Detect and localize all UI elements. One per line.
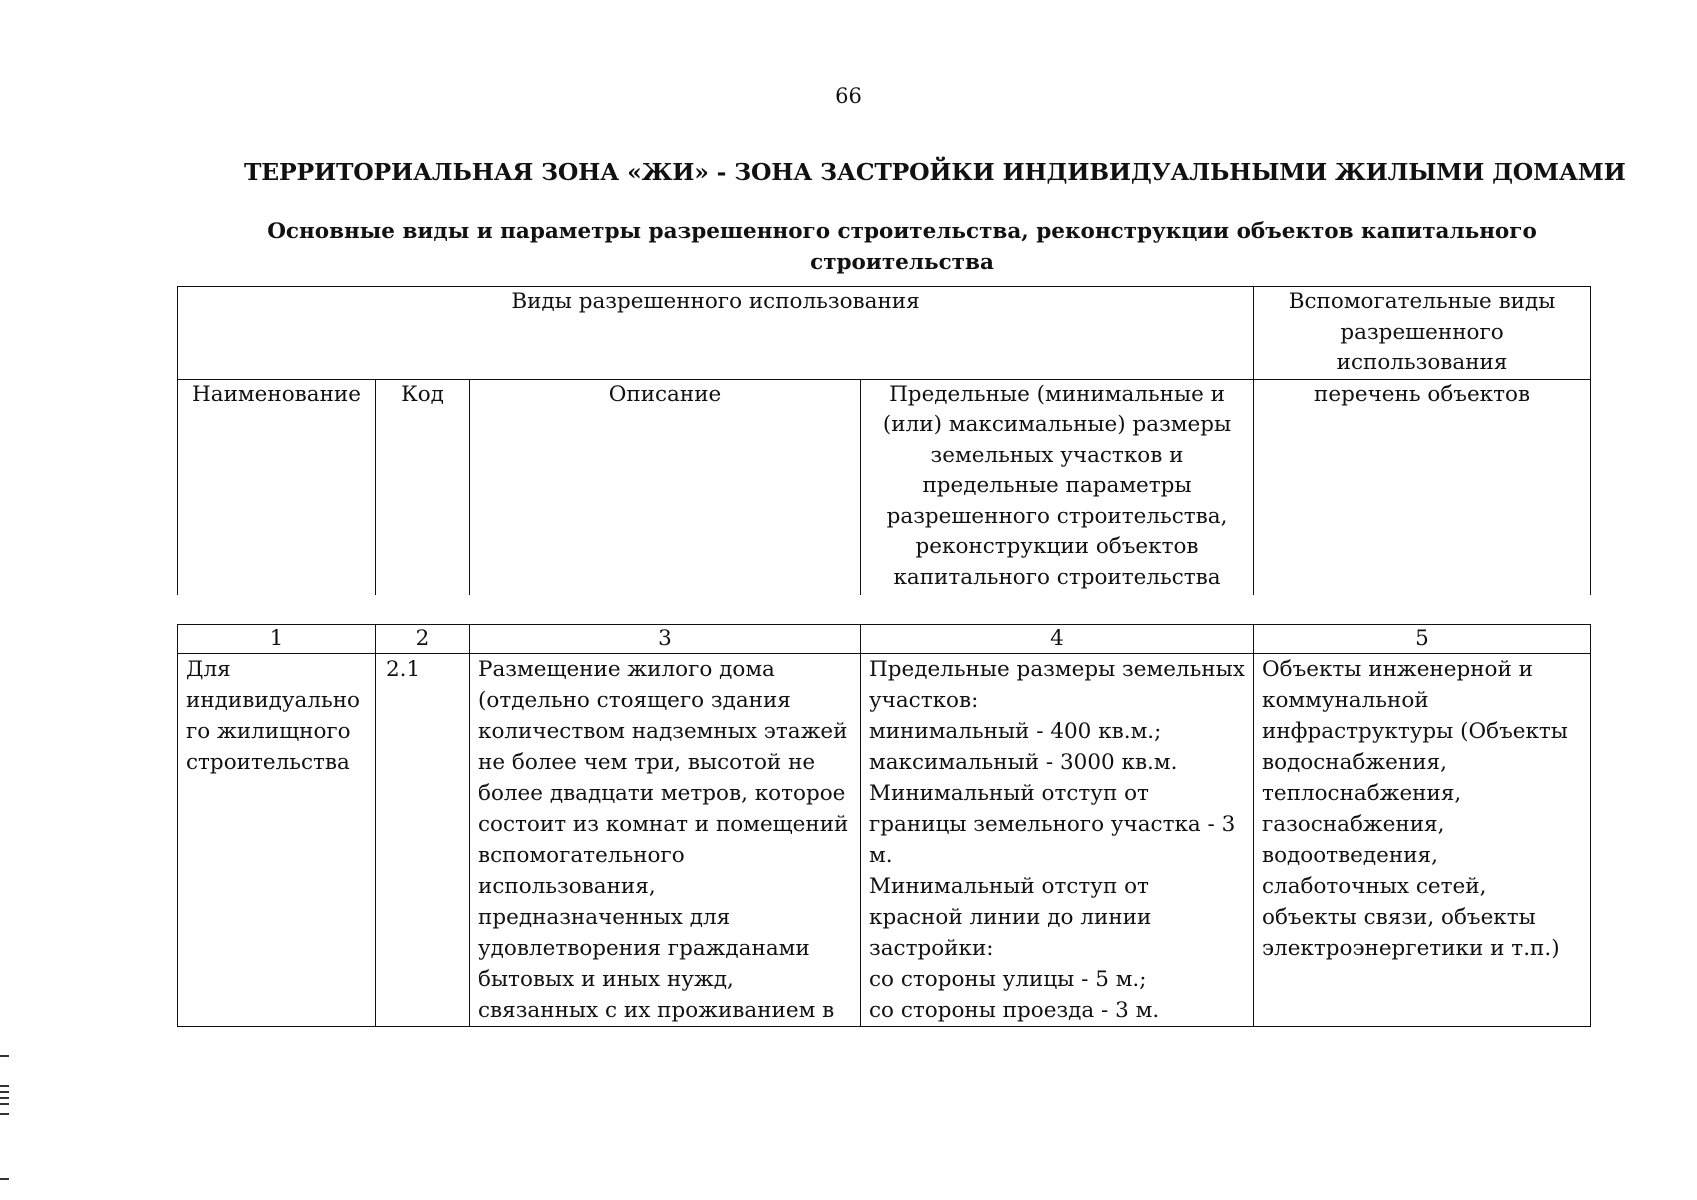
column-number: 1 bbox=[178, 625, 376, 654]
header-columns-row bbox=[178, 379, 1591, 595]
limits-line: со стороны проезда - 3 м. bbox=[869, 998, 1160, 1023]
zone-title: ТЕРРИТОРИАЛЬНАЯ ЗОНА «ЖИ» - ЗОНА ЗАСТРОЙКИ ИНДИВИДУАЛЬНЫМИ ЖИЛЫМИ ДОМАМИ bbox=[244, 158, 1626, 186]
table-subtitle: Основные виды и параметры разрешенного строительства, реконструкции объектов капитального строительства bbox=[267, 219, 1537, 275]
page-number: 66 bbox=[835, 84, 862, 108]
header-group-main: Виды разрешенного использования bbox=[178, 287, 1254, 380]
column-number: 4 bbox=[861, 625, 1254, 654]
cell-limits bbox=[861, 654, 1254, 1027]
column-number: 2 bbox=[376, 625, 470, 654]
scan-margin-mark bbox=[0, 1113, 9, 1115]
scan-margin-mark bbox=[0, 1097, 9, 1099]
header-group-row bbox=[178, 287, 1591, 380]
cell-name: Для индивидуально го жилищного строительства bbox=[178, 654, 376, 1027]
column-number: 3 bbox=[470, 625, 861, 654]
header-col-description: Описание bbox=[470, 379, 861, 595]
limits-line: максимальный - 3000 кв.м. bbox=[869, 750, 1178, 775]
header-col-name: Наименование bbox=[178, 379, 376, 595]
header-col-limits: Предельные (минимальные и (или) максимальные) размеры земельных участков и предельные параметры разрешенного строительства, реконструкции объектов капитального строительства bbox=[861, 379, 1254, 595]
scan-margin-mark bbox=[0, 1178, 9, 1180]
scan-margin-mark bbox=[0, 1103, 9, 1105]
data-table bbox=[177, 624, 1591, 1027]
column-numbers-row bbox=[178, 625, 1591, 654]
limits-line: Предельные размеры земельных участков: bbox=[869, 657, 1245, 713]
table-row bbox=[178, 654, 1591, 1027]
header-table bbox=[177, 286, 1591, 595]
header-col-code: Код bbox=[376, 379, 470, 595]
cell-description: Размещение жилого дома (отдельно стоящего здания количеством надземных этажей не более чем три, высотой не более двадцати метров, которое состоит из комнат и помещений вспомогательного использования, предназначенных для удовлетворения гражданами бытовых и иных нужд, связанных с их проживанием в bbox=[470, 654, 861, 1027]
limits-line: минимальный - 400 кв.м.; bbox=[869, 719, 1162, 744]
limits-line: Минимальный отступ от красной линии до линии застройки: bbox=[869, 874, 1152, 961]
header-group-aux: Вспомогательные виды разрешенного использования bbox=[1254, 287, 1591, 380]
scan-margin-mark bbox=[0, 1085, 9, 1087]
cell-objects: Объекты инженерной и коммунальной инфраструктуры (Объекты водоснабжения, теплоснабжения, газоснабжения, водоотведения, слаботочных сетей, объекты связи, объекты электроэнергетики и т.п.) bbox=[1254, 654, 1591, 1027]
header-col-objects: перечень объектов bbox=[1254, 379, 1591, 595]
scan-margin-mark bbox=[0, 1091, 9, 1093]
limits-line: Минимальный отступ от границы земельного участка - 3 м. bbox=[869, 781, 1236, 868]
limits-line: со стороны улицы - 5 м.; bbox=[869, 967, 1147, 992]
scan-margin-mark bbox=[0, 1055, 9, 1057]
column-number: 5 bbox=[1254, 625, 1591, 654]
cell-code: 2.1 bbox=[376, 654, 470, 1027]
